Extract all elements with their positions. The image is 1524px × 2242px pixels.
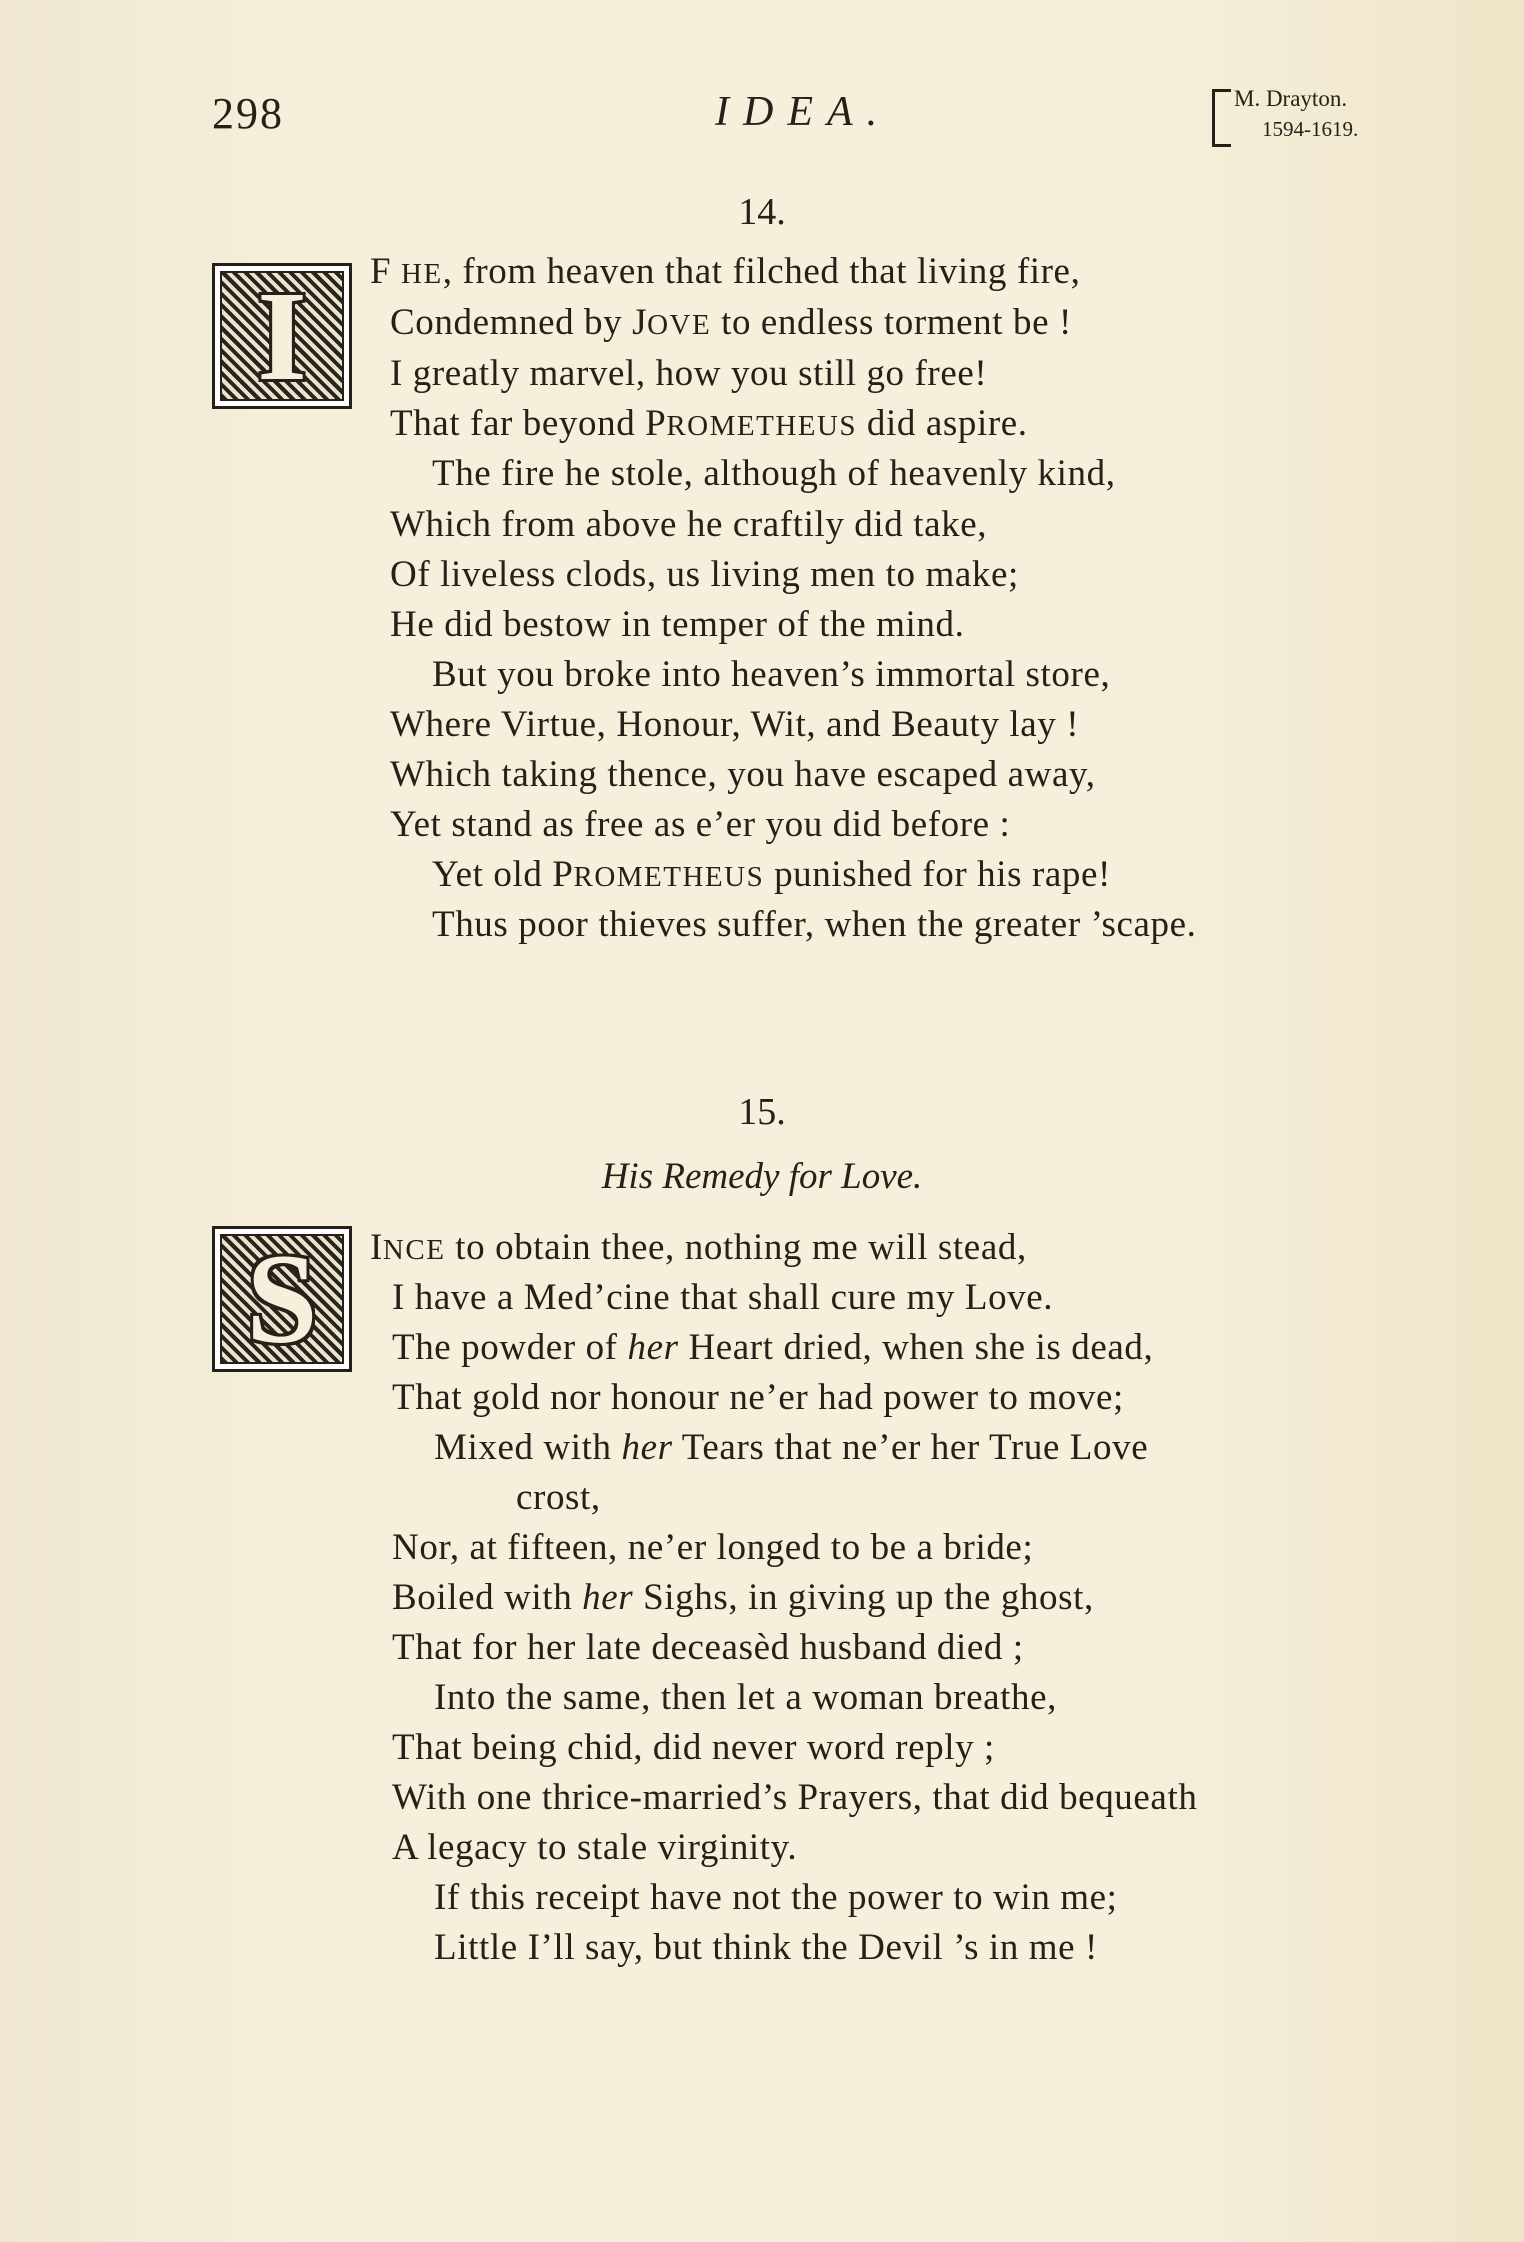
s15-line-9: Into the same, then let a woman breathe,: [434, 1677, 1057, 1718]
s15-line-10: That being chid, did never word reply ;: [392, 1727, 995, 1768]
running-title: IDEA.: [715, 89, 892, 135]
s14-line-4: That far beyond PROMETHEUS did aspire.: [390, 403, 1028, 444]
sonnet-15-subtitle: His Remedy for Love.: [601, 1156, 923, 1197]
s15-line-5: Mixed with her Tears that ne’er her True Love: [434, 1427, 1149, 1468]
s14-line-5: The fire he stole, although of heavenly kind,: [432, 453, 1116, 494]
author-name: M. Drayton.: [1234, 86, 1348, 111]
s14-line-7: Of liveless clods, us living men to make;: [390, 554, 1019, 595]
dropcap-s-ornament: [212, 1226, 352, 1372]
s15-line-5-cont: crost,: [516, 1477, 601, 1518]
page-number: 298: [212, 89, 284, 138]
dropcap-letter: I: [257, 264, 307, 407]
sonnet-14-number: 14.: [738, 191, 786, 233]
s14-line-12: Yet stand as free as e’er you did before :: [390, 804, 1011, 845]
author-years: 1594-1619.: [1262, 117, 1359, 141]
s15-line-6: Nor, at fifteen, ne’er longed to be a bride;: [392, 1527, 1034, 1568]
s14-line-9: But you broke into heaven’s immortal store,: [432, 654, 1111, 695]
sonnet-15-number: 15.: [738, 1091, 786, 1133]
s15-line-1: INCE to obtain thee, nothing me will stead,: [370, 1227, 1027, 1268]
s15-line-12: A legacy to stale virginity.: [392, 1827, 798, 1868]
dropcap-i-ornament: [212, 263, 352, 409]
s15-line-2: I have a Med’cine that shall cure my Love.: [392, 1277, 1054, 1318]
s14-line-11: Which taking thence, you have escaped away,: [390, 754, 1096, 795]
s14-line-6: Which from above he craftily did take,: [390, 504, 988, 545]
s15-line-13: If this receipt have not the power to win me;: [434, 1877, 1118, 1918]
s14-line-3: I greatly marvel, how you still go free!: [390, 353, 988, 394]
s14-line-8: He did bestow in temper of the mind.: [390, 604, 965, 645]
s15-line-8: That for her late deceasèd husband died ;: [392, 1627, 1024, 1668]
s15-line-14: Little I’ll say, but think the Devil ’s in me !: [434, 1927, 1098, 1968]
s15-line-3: The powder of her Heart dried, when she is dead,: [392, 1327, 1154, 1368]
bracket-mark: [1212, 89, 1231, 147]
s14-line-10: Where Virtue, Honour, Wit, and Beauty lay !: [390, 704, 1080, 745]
s15-line-7: Boiled with her Sighs, in giving up the ghost,: [392, 1577, 1094, 1618]
s14-line-1: F HE, from heaven that filched that living fire,: [370, 251, 1081, 292]
s15-line-11: With one thrice-married’s Prayers, that did bequeath: [392, 1777, 1198, 1818]
s15-line-4: That gold nor honour ne’er had power to move;: [392, 1377, 1124, 1418]
s14-line-13: Yet old PROMETHEUS punished for his rape!: [432, 854, 1111, 895]
dropcap-letter: S: [246, 1227, 318, 1370]
s14-line-14: Thus poor thieves suffer, when the greater ’scape.: [432, 904, 1197, 945]
s14-line-2: Condemned by JOVE to endless torment be !: [390, 302, 1072, 343]
